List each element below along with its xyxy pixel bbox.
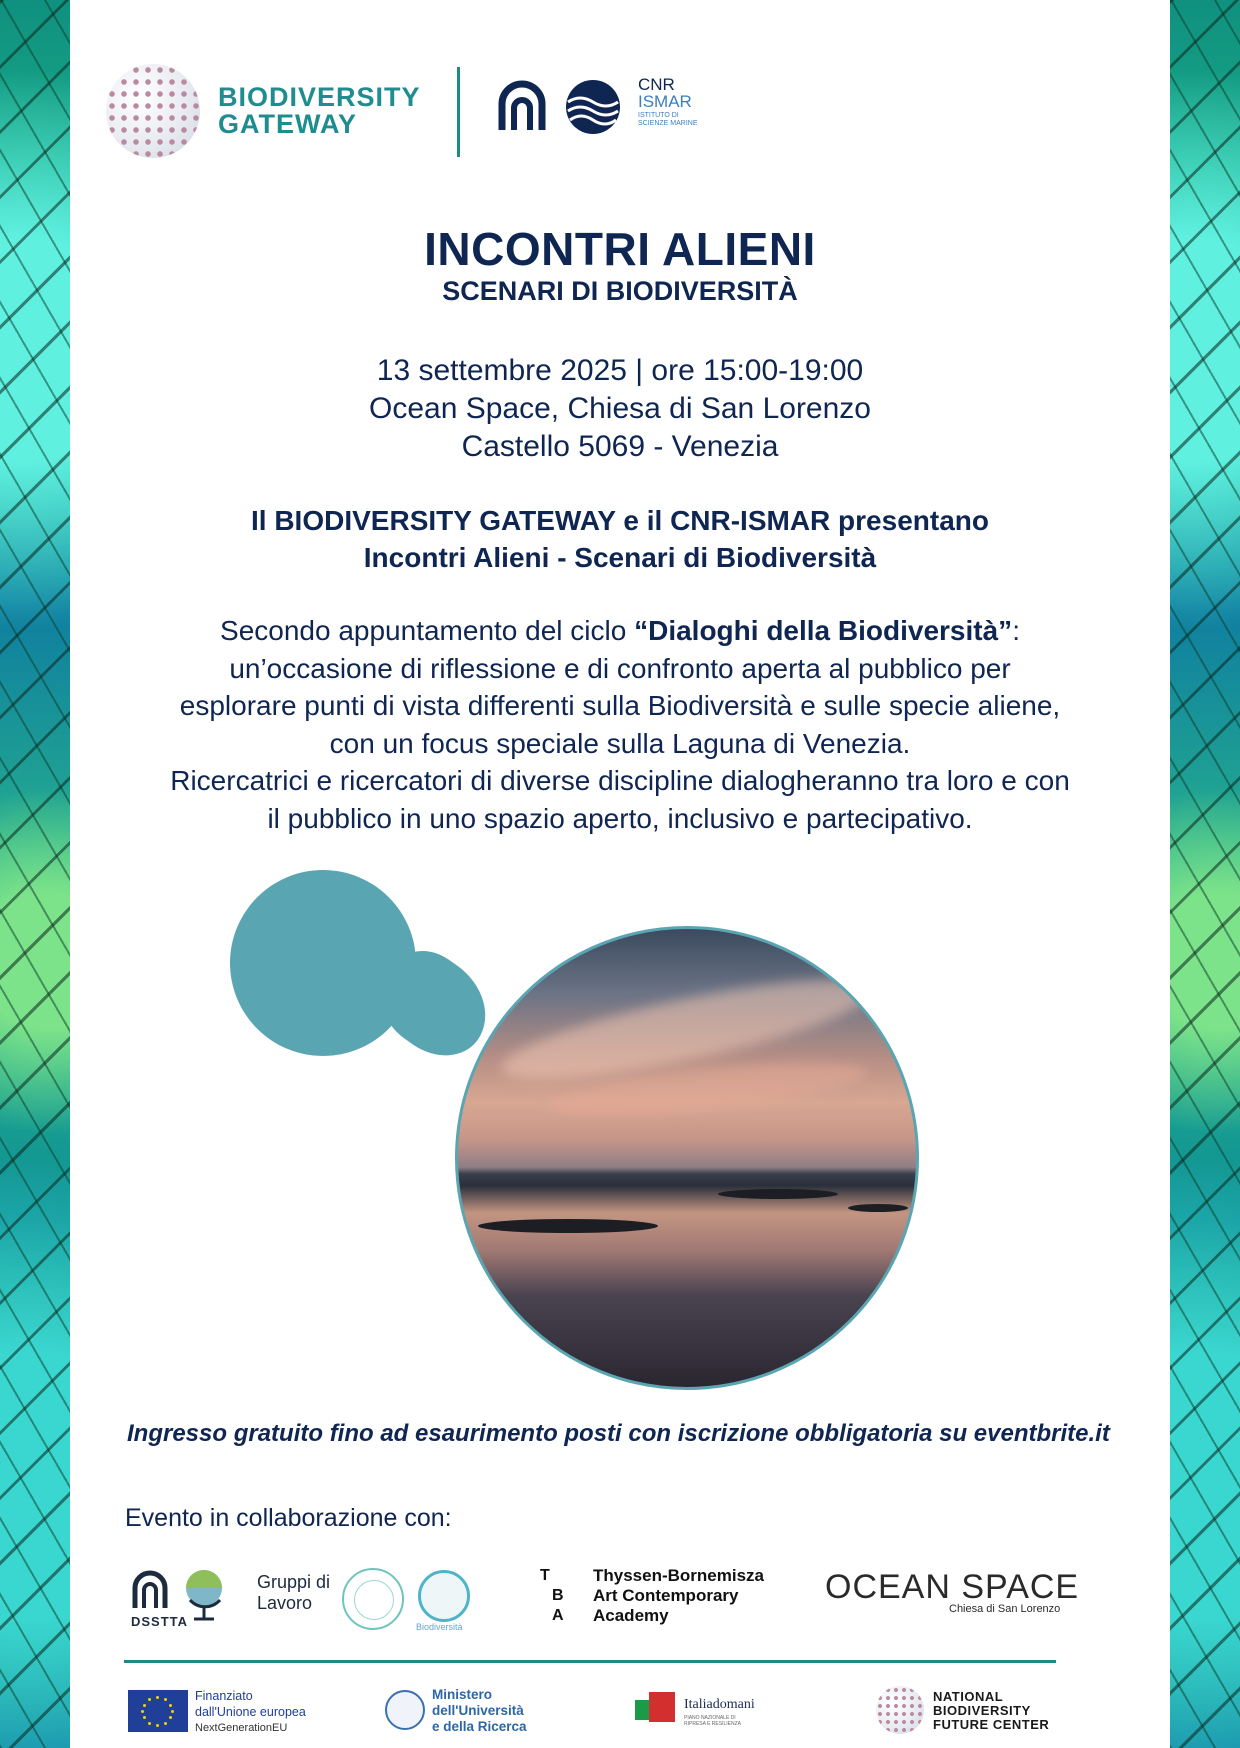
description-line1: Secondo appuntamento del ciclo “Dialoghi della Biodiversità”: (220, 615, 1020, 646)
dsstta-label: DSSTTA (131, 1614, 189, 1629)
description-line5: Ricercatrici e ricercatori di diverse discipline dialogheranno tra loro e con (170, 765, 1070, 796)
cnr-logo-icon (496, 78, 554, 136)
header-divider (457, 67, 460, 157)
brand-line1: BIODIVERSITY (218, 82, 421, 112)
biodiversity-gateway-wordmark (218, 84, 421, 138)
mur-seal-icon (385, 1690, 425, 1730)
cycle-name: “Dialoghi della Biodiversità” (634, 615, 1013, 646)
ismar-fullname: ISTITUTO DI SCIENZE MARINE (638, 112, 698, 127)
event-description (0, 612, 1240, 837)
event-title: INCONTRI ALIENI (424, 223, 816, 275)
description-line3: esplorare punti di vista differenti sulla Biodiversità e sulle specie aliene, (179, 690, 1061, 721)
biodiversity-gateway-globe-logo (106, 64, 200, 158)
gl-biodiversita-label: Biodiversità (416, 1622, 463, 1632)
ocean-space-logo: OCEAN SPACE (825, 1568, 1080, 1606)
dsstta-cnr-icon (131, 1568, 173, 1610)
event-venue: Ocean Space, Chiesa di San Lorenzo (369, 392, 871, 425)
event-date-time: 13 settembre 2025 | ore 15:00-19:00 (376, 354, 864, 387)
decorative-teal-circle (230, 870, 416, 1056)
italia-domani-subtitle: PIANO NAZIONALE DI RIPRESA E RESILIENZA (684, 1715, 741, 1727)
description-line2: un’occasione di riflessione e di confronto aperta al pubblico per (229, 652, 1011, 684)
tba-monogram: T B A (540, 1567, 564, 1624)
tba-name: Thyssen-Bornemisza Art Contemporary Academy (593, 1566, 764, 1625)
ocean-space-subtitle: Chiesa di San Lorenzo (949, 1603, 1061, 1615)
brand-line2: GATEWAY (218, 109, 358, 139)
eu-flag-icon (128, 1690, 188, 1732)
cnr-ismar-text (638, 76, 698, 128)
presentation-heading (0, 502, 1240, 576)
description-line6: il pubblico in uno spazio aperto, inclusivo e partecipativo. (267, 802, 973, 834)
gl-biodiversita-logo (418, 1570, 470, 1622)
italia-domani-label: Italiadomani (684, 1697, 755, 1712)
presentation-line2: Incontri Alieni - Scenari di Biodiversità (363, 542, 877, 573)
cnr-label: CNR (638, 75, 675, 94)
ismar-label: ISMAR (638, 92, 692, 111)
presentation-line1: Il BIODIVERSITY GATEWAY e il CNR-ISMAR presentano (251, 505, 989, 536)
italia-domani-flag-icon (635, 1692, 679, 1726)
event-address: Castello 5069 - Venezia (461, 430, 779, 463)
collaboration-label: Evento in collaborazione con: (125, 1504, 452, 1532)
footer-divider (124, 1660, 1056, 1663)
eu-funding-text: Finanziato dall'Unione europea NextGenerationEU (195, 1689, 306, 1734)
mur-text: Ministero dell'Università e della Ricerca (432, 1687, 527, 1734)
natura-circle-logo (342, 1568, 404, 1630)
gruppi-di-lavoro-label: Gruppi di Lavoro (257, 1572, 331, 1613)
ismar-waves-icon (564, 78, 622, 136)
nbfc-globe-logo (876, 1686, 924, 1734)
lagoon-sunset-photo (455, 926, 919, 1390)
event-info (0, 352, 1240, 466)
nbfc-text: NATIONAL BIODIVERSITY FUTURE CENTER (933, 1689, 1050, 1732)
description-line4: con un focus speciale sulla Laguna di Venezia. (329, 727, 911, 759)
registration-note: Ingresso gratuito fino ad esaurimento posti con iscrizione obbligatoria su eventbrite.it (127, 1420, 1110, 1447)
event-subtitle: SCENARI DI BIODIVERSITÀ (442, 276, 798, 306)
